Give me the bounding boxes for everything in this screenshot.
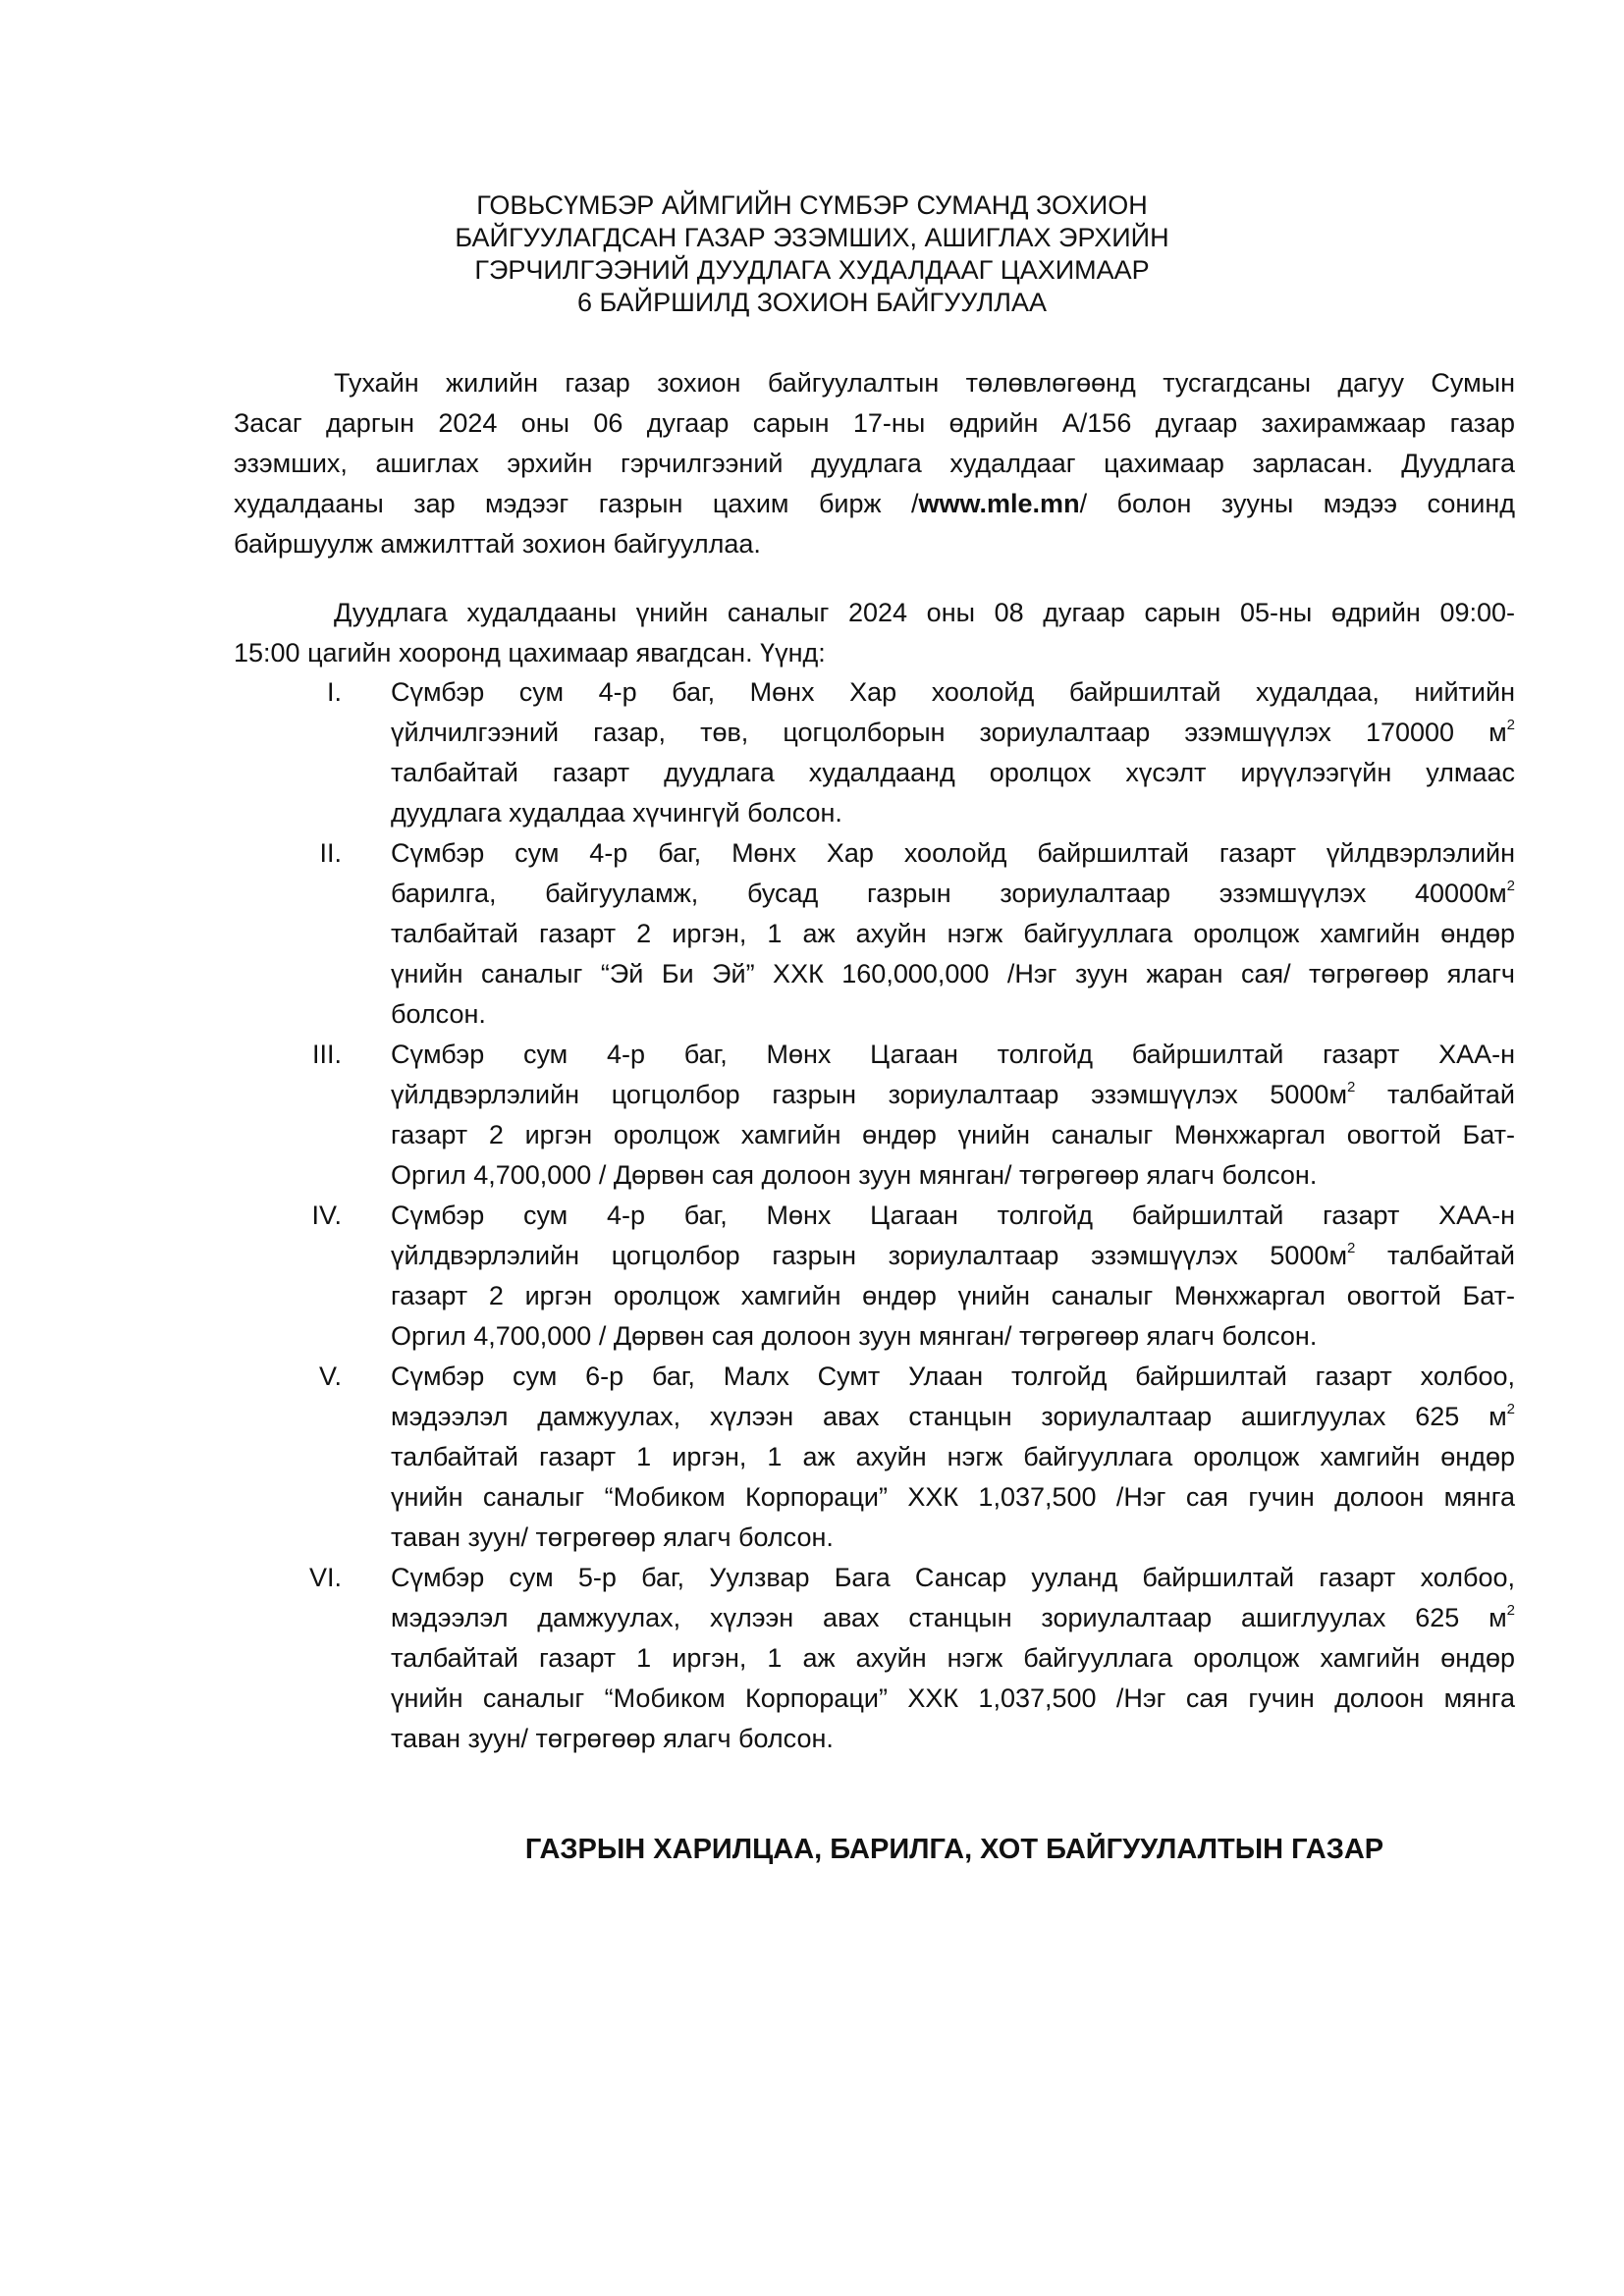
list-item-text [391,1558,1515,1759]
paragraph-line: Засаг даргын 2024 оны 06 дугаар сарын 17-ны өдрийн А/156 дугаар захирамжаар газар [234,408,1515,438]
list-item-text [391,1196,1515,1357]
list-item-number: I. [326,677,342,707]
item-line: таван зуун/ төгрөгөөр ялагч болсон. [391,1724,834,1753]
list-item-text [391,672,1515,833]
paragraph-line: байршуулж амжилттай зохион байгууллаа. [234,529,761,559]
paragraph-text: худалдааны зар мэдээг газрын цахим бирж / [234,489,919,518]
list-item-text [391,1035,1515,1196]
website-link[interactable]: www.mle.mn [918,489,1080,518]
item-line: Сүмбэр сум 4-р баг, Мөнх Цагаан толгойд байршилтай газарт ХАА-н [391,1201,1515,1230]
item-text: мэдээлэл дамжуулах, хүлээн авах станцын зориулалтаар ашиглуулах 625 м [391,1402,1507,1431]
superscript: 2 [1347,1079,1356,1095]
item-text: үйлчилгээний газар, төв, цогцолборын зориулалтаар эзэмшүүлэх 170000 м [391,718,1507,747]
item-text: талбайтай [1355,1080,1515,1109]
item-line: Сүмбэр сум 4-р баг, Мөнх Хар хоолойд байршилтай худалдаа, нийтийн [391,677,1515,707]
list-item [234,1196,1515,1357]
title-line: 6 БАЙРШИЛД ЗОХИОН БАЙГУУЛЛАА [577,288,1047,317]
title-line: БАЙГУУЛАГДСАН ГАЗАР ЭЗЭМШИХ, АШИГЛАХ ЭРХИЙН [455,223,1169,252]
item-line: газарт 2 иргэн оролцож хамгийн өндөр үнийн саналыг Мөнхжаргал овогтой Бат- [391,1120,1515,1149]
auction-paragraph [234,593,1515,673]
item-text: талбайтай [1355,1241,1515,1270]
superscript: 2 [1347,1240,1356,1256]
list-item [234,1558,1515,1759]
item-line: талбайтай газарт дуудлага худалдаанд оролцох хүсэлт ирүүлээгүйн улмаас [391,758,1515,787]
paragraph-line: Дуудлага худалдааны үнийн саналыг 2024 оны 08 дугаар сарын 05-ны өдрийн 09:00- [334,598,1515,627]
item-line: Оргил 4,700,000 / Дөрвөн сая долоон зуун мянган/ төгрөгөөр ялагч болсон. [391,1321,1318,1351]
title-line: ГЭРЧИЛГЭЭНИЙ ДУУДЛАГА ХУДАЛДААГ ЦАХИМААР [474,255,1150,285]
item-line [391,713,1515,753]
item-line: талбайтай газарт 1 иргэн, 1 аж ахуйн нэгж байгууллага оролцож хамгийн өндөр [391,1643,1515,1673]
item-line [391,874,1515,914]
item-line [391,1397,1515,1437]
paragraph-line: Тухайн жилийн газар зохион байгуулалтын төлөвлөгөөнд тусгагдсаны дагуу Сумын [334,368,1515,398]
results-list [234,672,1515,1759]
item-line: үнийн саналыг “Эй Би Эй” ХХК 160,000,000 /Нэг зуун жаран сая/ төгрөгөөр ялагч [391,959,1515,988]
item-line: таван зуун/ төгрөгөөр ялагч болсон. [391,1522,834,1552]
item-line: болсон. [391,999,486,1029]
page-title [0,189,1624,319]
superscript: 2 [1506,717,1515,733]
item-text: үйлдвэрлэлийн цогцолбор газрын зориулалтаар эзэмшүүлэх 5000м [391,1241,1348,1270]
list-item [234,1357,1515,1558]
intro-paragraph [234,363,1515,564]
list-item [234,833,1515,1035]
list-item-number: IV. [311,1201,342,1230]
item-line: үнийн саналыг “Мобиком Корпораци” ХХК 1,037,500 /Нэг сая гучин долоон мянга [391,1482,1515,1512]
paragraph-line: 15:00 цагийн хооронд цахимаар явагдсан. Үүнд: [234,638,826,667]
item-line: Оргил 4,700,000 / Дөрвөн сая долоон зуун мянган/ төгрөгөөр ялагч болсон. [391,1160,1318,1190]
item-line: газарт 2 иргэн оролцож хамгийн өндөр үнийн саналыг Мөнхжаргал овогтой Бат- [391,1281,1515,1310]
paragraph-line [234,484,1515,524]
list-item-number: III. [311,1040,342,1069]
list-item-number: V. [318,1362,342,1391]
item-line: үнийн саналыг “Мобиком Корпораци” ХХК 1,037,500 /Нэг сая гучин долоон мянга [391,1683,1515,1713]
item-line [391,1236,1515,1276]
list-item-text [391,1357,1515,1558]
signature-department: ГАЗРЫН ХАРИЛЦАА, БАРИЛГА, ХОТ БАЙГУУЛАЛТЫН ГАЗАР [524,1834,1384,1865]
item-text: барилга, байгууламж, бусад газрын зориулалтаар эзэмшүүлэх 40000м [391,879,1507,908]
list-item-number: II. [319,838,342,868]
item-text: үйлдвэрлэлийн цогцолбор газрын зориулалтаар эзэмшүүлэх 5000м [391,1080,1348,1109]
item-line: Сүмбэр сум 4-р баг, Мөнх Цагаан толгойд байршилтай газарт ХАА-н [391,1040,1515,1069]
list-item [234,1035,1515,1196]
list-item-number: VI. [308,1563,342,1592]
item-line: талбайтай газарт 1 иргэн, 1 аж ахуйн нэгж байгууллага оролцож хамгийн өндөр [391,1442,1515,1471]
item-line [391,1598,1515,1638]
superscript: 2 [1506,1602,1515,1619]
item-text: мэдээлэл дамжуулах, хүлээн авах станцын зориулалтаар ашиглуулах 625 м [391,1603,1507,1632]
item-line: Сүмбэр сум 5-р баг, Уулзвар Бага Сансар ууланд байршилтай газарт холбоо, [391,1563,1515,1592]
paragraph-line: эзэмших, ашиглах эрхийн гэрчилгээний дуудлага худалдааг цахимаар зарласан. Дуудлага [234,449,1515,478]
item-line: дуудлага худалдаа хүчингүй болсон. [391,798,842,828]
item-line [391,1075,1515,1115]
item-line: Сүмбэр сум 4-р баг, Мөнх Хар хоолойд байршилтай газарт үйлдвэрлэлийн [391,838,1515,868]
superscript: 2 [1506,878,1515,894]
title-line: ГОВЬСҮМБЭР АЙМГИЙН СҮМБЭР СУМАНД ЗОХИОН [476,190,1148,220]
superscript: 2 [1506,1401,1515,1417]
item-line: талбайтай газарт 2 иргэн, 1 аж ахуйн нэгж байгууллага оролцож хамгийн өндөр [391,919,1515,948]
paragraph-text: / болон зууны мэдээ сонинд [1079,489,1515,518]
list-item [234,672,1515,833]
list-item-text [391,833,1515,1035]
item-line: Сүмбэр сум 6-р баг, Малх Сумт Улаан толгойд байршилтай газарт холбоо, [391,1362,1515,1391]
